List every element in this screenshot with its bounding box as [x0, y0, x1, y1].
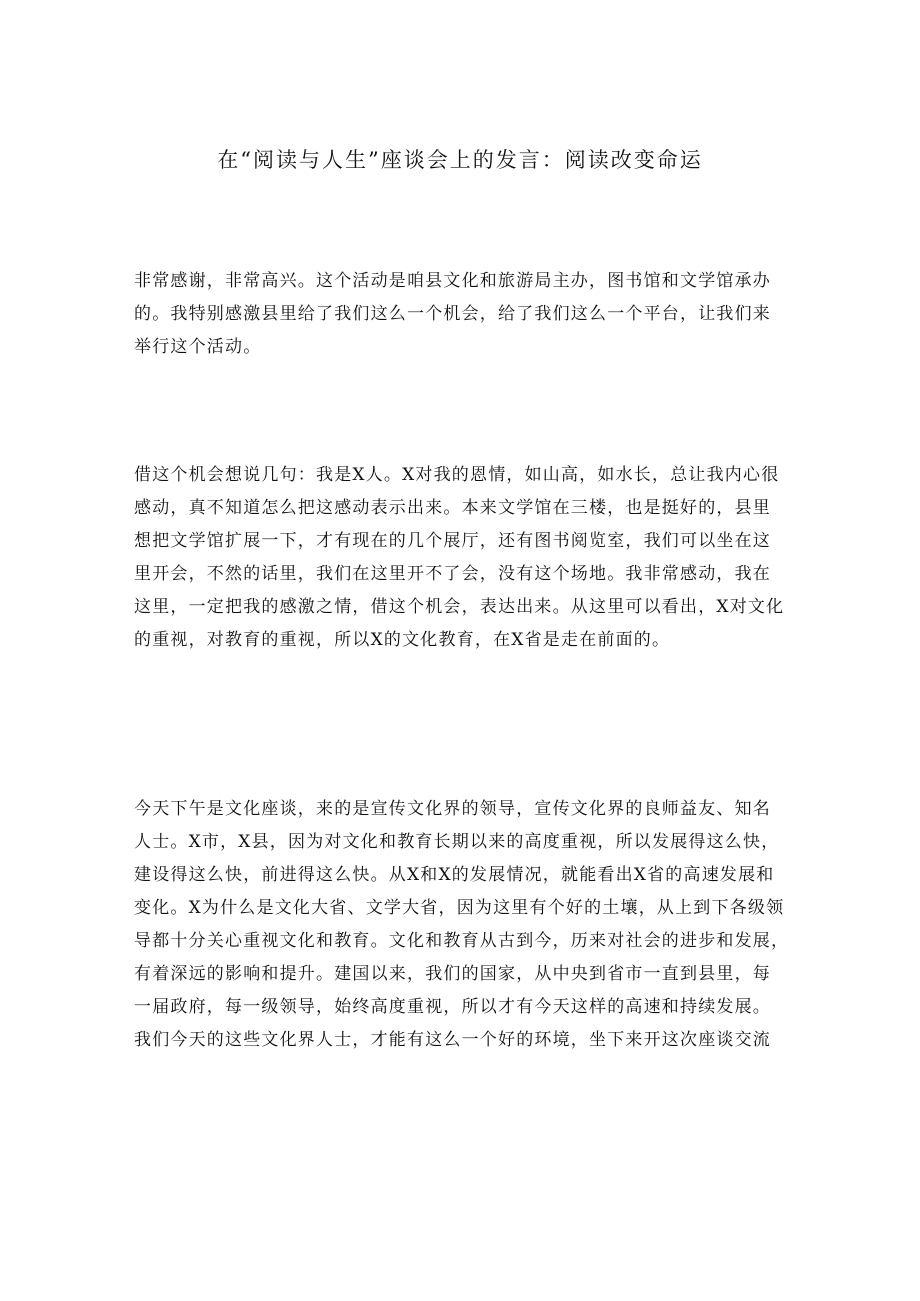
paragraph-line: 的重视，对教育的重视，所以X的文化教育，在X省是走在前面的。 [134, 630, 671, 650]
paragraph-line: 建设得这么快，前进得这么快。从X和X的发展情况，就能看出X省的高速发展和 [134, 865, 775, 885]
paragraph-line: 想把文学馆扩展一下，才有现在的几个展厅，还有图书阅览室，我们可以坐在这 [134, 531, 771, 551]
paragraph-1 [134, 265, 794, 364]
paragraph-line: 我们今天的这些文化界人士，才能有这么一个好的环境，坐下来开这次座谈交流 [134, 1030, 771, 1050]
paragraph-line: 今天下午是文化座谈，来的是宣传文化界的领导，宣传文化界的良师益友、知名 [134, 799, 771, 819]
paragraph-line: 一届政府，每一级领导，始终高度重视，所以才有今天这样的高速和持续发展。 [134, 997, 771, 1017]
paragraph-line: 举行这个活动。 [134, 337, 262, 357]
paragraph-line: 借这个机会想说几句：我是X人。X对我的恩情，如山高，如水长，总让我内心很 [134, 465, 780, 485]
paragraph-line: 非常感谢，非常高兴。这个活动是咱县文化和旅游局主办，图书馆和文学馆承办 [134, 271, 771, 291]
paragraph-line: 变化。X为什么是文化大省、文学大省，因为这里有个好的土壤，从上到下各级领 [134, 898, 785, 918]
paragraph-line: 感动，真不知道怎么把这感动表示出来。本来文学馆在三楼，也是挺好的，县里 [134, 498, 771, 518]
paragraph-line: 有着深远的影响和提升。建国以来，我们的国家，从中央到省市一直到县里，每 [134, 964, 771, 984]
paragraph-line: 人士。X市，X县，因为对文化和教育长期以来的高度重视，所以发展得这么快， [134, 832, 780, 852]
document-title: 在“阅读与人生”座谈会上的发言：阅读改变命运 [217, 148, 703, 172]
paragraph-3 [134, 793, 794, 1057]
paragraph-line: 这里，一定把我的感激之情，借这个机会，表达出来。从这里可以看出，X对文化 [134, 597, 785, 617]
paragraph-line: 导都十分关心重视文化和教育。文化和教育从古到今，历来对社会的进步和发展， [134, 931, 790, 951]
paragraph-line: 里开会，不然的话里，我们在这里开不了会，没有这个场地。我非常感动，我在 [134, 564, 771, 584]
paragraph-2 [134, 459, 794, 657]
paragraph-line: 的。我特别感激县里给了我们这么一个机会，给了我们这么一个平台，让我们来 [134, 304, 771, 324]
